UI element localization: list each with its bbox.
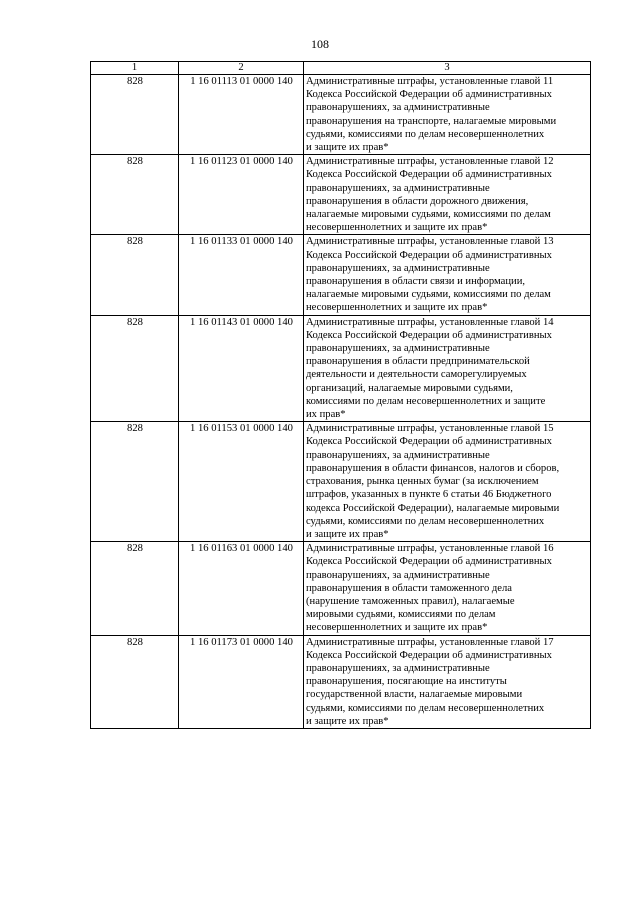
description-line: правонарушения, посягающие на институты [306, 676, 507, 688]
description-line: и защите их прав* [306, 528, 389, 540]
description-line: организаций, налагаемые мировыми судьями, [306, 382, 513, 394]
description-line: Кодекса Российской Федерации об административных [306, 329, 552, 341]
budget-classification-code-cell: 1 16 01163 01 0000 140 [179, 542, 304, 635]
description-line: комиссиями по делам несовершеннолетних и защите [306, 395, 546, 407]
header-col-1: 1 [91, 62, 179, 75]
header-col-2: 2 [179, 62, 304, 75]
admin-code-cell: 828 [91, 155, 179, 235]
description-line: страхования, рынка ценных бумаг (за исключением [306, 476, 539, 488]
description-cell [304, 75, 591, 155]
description-line: правонарушениях, за административные [306, 262, 490, 274]
description-line: штрафов, указанных в пункте 6 статьи 46 Бюджетного [306, 489, 552, 501]
description-cell [304, 155, 591, 235]
admin-code-cell: 828 [91, 235, 179, 315]
budget-classification-code-cell: 1 16 01143 01 0000 140 [179, 315, 304, 422]
description-line: Кодекса Российской Федерации об административных [306, 436, 552, 448]
description-cell [304, 422, 591, 542]
description-line: (нарушение таможенных правил), налагаемые [306, 595, 515, 607]
description-line: кодекса Российской Федерации), налагаемые мировыми [306, 502, 560, 514]
budget-classification-code-cell: 1 16 01113 01 0000 140 [179, 75, 304, 155]
description-line: несовершеннолетних и защите их прав* [306, 622, 488, 634]
description-line: Кодекса Российской Федерации об административных [306, 249, 552, 261]
table-header-row [91, 62, 591, 75]
description-line: их прав* [306, 409, 346, 421]
description-line: судьями, комиссиями по делам несовершеннолетних [306, 702, 545, 714]
description-line: правонарушения в области финансов, налогов и сборов, [306, 462, 560, 474]
description-cell [304, 235, 591, 315]
budget-codes-table [90, 61, 591, 729]
description-line: правонарушениях, за административные [306, 662, 490, 674]
description-line: государственной власти, налагаемые мировыми [306, 689, 523, 701]
page-number: 108 [311, 37, 329, 51]
description-line: несовершеннолетних и защите их прав* [306, 222, 488, 234]
budget-classification-code-cell: 1 16 01173 01 0000 140 [179, 635, 304, 728]
description-line: Кодекса Российской Федерации об административных [306, 556, 552, 568]
description-line: Административные штрафы, установленные главой 14 [306, 316, 554, 328]
description-line: правонарушения в области таможенного дела [306, 582, 512, 594]
table-row [91, 422, 591, 542]
description-line: правонарушениях, за административные [306, 449, 490, 461]
description-line: Кодекса Российской Федерации об административных [306, 169, 552, 181]
header-col-3: 3 [304, 62, 591, 75]
description-line: правонарушениях, за административные [306, 102, 490, 114]
description-cell [304, 635, 591, 728]
description-line: Административные штрафы, установленные главой 17 [306, 636, 554, 648]
description-line: и защите их прав* [306, 142, 389, 154]
description-line: правонарушения в области предпринимательской [306, 356, 530, 368]
table-row [91, 315, 591, 422]
admin-code-cell: 828 [91, 75, 179, 155]
table-row [91, 155, 591, 235]
description-line: правонарушениях, за административные [306, 182, 490, 194]
description-line: судьями, комиссиями по делам несовершеннолетних [306, 515, 545, 527]
table-body [91, 62, 591, 729]
description-line: Административные штрафы, установленные главой 15 [306, 423, 554, 435]
description-line: несовершеннолетних и защите их прав* [306, 302, 488, 314]
description-line: Административные штрафы, установленные главой 12 [306, 156, 554, 168]
admin-code-cell: 828 [91, 542, 179, 635]
description-cell [304, 542, 591, 635]
table-row [91, 542, 591, 635]
description-line: Административные штрафы, установленные главой 11 [306, 76, 554, 87]
description-line: мировыми судьями, комиссиями по делам [306, 609, 496, 621]
description-line: деятельности и деятельности саморегулируемых [306, 369, 527, 381]
description-line: Административные штрафы, установленные главой 16 [306, 543, 554, 555]
description-line: Кодекса Российской Федерации об административных [306, 649, 552, 661]
description-line: Кодекса Российской Федерации об административных [306, 89, 552, 101]
admin-code-cell: 828 [91, 635, 179, 728]
description-line: правонарушения в области связи и информации, [306, 276, 526, 288]
description-line: и защите их прав* [306, 715, 389, 727]
table-row [91, 635, 591, 728]
budget-classification-code-cell: 1 16 01133 01 0000 140 [179, 235, 304, 315]
description-line: Административные штрафы, установленные главой 13 [306, 236, 554, 248]
description-line: правонарушения на транспорте, налагаемые мировыми [306, 115, 557, 127]
table-row [91, 75, 591, 155]
description-line: налагаемые мировыми судьями, комиссиями по делам [306, 289, 551, 301]
description-line: налагаемые мировыми судьями, комиссиями по делам [306, 209, 551, 221]
description-cell [304, 315, 591, 422]
budget-classification-code-cell: 1 16 01153 01 0000 140 [179, 422, 304, 542]
budget-classification-code-cell: 1 16 01123 01 0000 140 [179, 155, 304, 235]
admin-code-cell: 828 [91, 315, 179, 422]
description-line: правонарушения в области дорожного движения, [306, 195, 529, 207]
description-line: судьями, комиссиями по делам несовершеннолетних [306, 128, 545, 140]
description-line: правонарушениях, за административные [306, 569, 490, 581]
description-line: правонарушениях, за административные [306, 343, 490, 355]
admin-code-cell: 828 [91, 422, 179, 542]
table-row [91, 235, 591, 315]
